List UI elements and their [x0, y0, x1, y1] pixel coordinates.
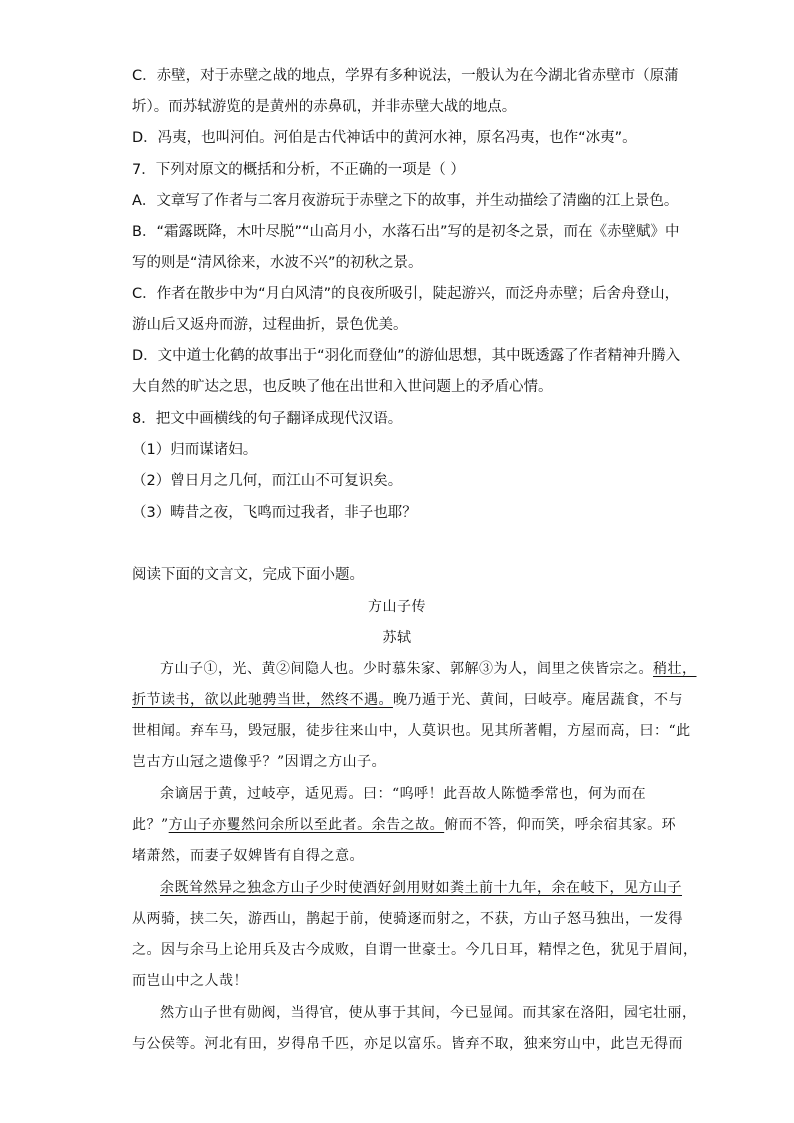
passage-p1-line4: 岂古方山冠之遗像乎？”因谓之方山子。: [132, 754, 387, 770]
passage-p1-line3: 世相闻。弃车马，毁冠服，徒步往来山中，人莫识也。见其所著帽，方屋而高，曰：“此: [132, 723, 691, 739]
underlined-sentence: 折节读书，欲以此驰骋当世，然终不遇。: [132, 692, 393, 708]
q7-option-d-line1: D．文中道士化鹤的故事出于“羽化而登仙”的游仙思想，其中既透露了作者精神升腾入: [132, 348, 681, 364]
q8-stem: 8．把文中画横线的句子翻译成现代汉语。: [132, 411, 403, 427]
q7-option-b-line2: 写的则是“清风徐来，水波不兴”的初秋之景。: [132, 255, 423, 271]
passage-author: 苏轼: [382, 630, 412, 646]
q7-option-b-line1: B．“霜露既降，木叶尽脱”“山高月小，水落石出”写的是初冬之景，而在《赤壁赋》中: [132, 224, 680, 240]
q8-sentence-1: （1）归而谋诸妇。: [132, 442, 258, 458]
underlined-sentence: 稍壮，: [653, 661, 697, 677]
text-span: 晚乃遁于光、黄间，曰岐亭。庵居蔬食，不与: [393, 692, 683, 708]
q6-option-c-line1: C．赤壁，对于赤壁之战的地点，学界有多种说法，一般认为在今湖北省赤壁市（原蒲: [132, 68, 679, 84]
passage-p4-line2: 与公侯等。河北有田，岁得帛千匹，亦足以富乐。皆弃不取，独来穷山中，此岂无得而: [132, 1036, 683, 1052]
passage-p3-line2: 从两骑，挟二矢，游西山，鹊起于前，使骑逐而射之，不获，方山子怒马独出，一发得: [132, 911, 683, 927]
q7-option-c-line1: C．作者在散步中为“月白风清”的良夜所吸引，陡起游兴，而泛舟赤壁；后舍舟登山，: [132, 286, 680, 302]
passage-p2-line1: 余谪居于黄，过岐亭，适见焉。曰：“呜呼！此吾故人陈慥季常也，何为而在: [160, 786, 647, 802]
passage-title: 方山子传: [368, 599, 426, 615]
q7-stem: 7．下列对原文的概括和分析，不正确的一项是（ ）: [132, 162, 465, 178]
text-span: 俯而不答，仰而笑，呼余宿其家。环: [444, 817, 677, 833]
text-span: 方山子①，光、黄②间隐人也。少时慕朱家、郭解③为人，闾里之侠皆宗之。: [160, 661, 653, 677]
passage-p1-line2: [132, 690, 683, 710]
text-span: 此？”: [132, 817, 169, 833]
q6-option-d-line1: D．冯夷，也叫河伯。河伯是古代神话中的黄河水神，原名冯夷，也作“冰夷”。: [132, 130, 637, 146]
underlined-sentence: 方山子亦矍然问余所以至此者。余告之故。: [168, 817, 445, 833]
passage-p3-line3: 之。因与余马上论用兵及古今成败，自谓一世豪士。今几日耳，精悍之色，犹见于眉间，: [132, 942, 698, 958]
passage-p2-line2: [132, 815, 677, 835]
passage-p3-line1: 余既耸然异之独念方山子少时使酒好剑用财如粪土前十九年，余在岐下，见方山子: [160, 880, 682, 896]
reading-instruction: 阅读下面的文言文，完成下面小题。: [132, 567, 364, 583]
passage-p3-line4: 而岂山中之人哉！: [132, 973, 248, 989]
q7-option-a: A．文章写了作者与二客月夜游玩于赤壁之下的故事，并生动描绘了清幽的江上景色。: [132, 193, 679, 209]
q8-sentence-3: （3）畴昔之夜，飞鸣而过我者，非子也耶？: [132, 505, 417, 521]
q7-option-d-line2: 大自然的旷达之思，也反映了他在出世和入世问题上的矛盾心情。: [132, 379, 553, 395]
q7-option-c-line2: 游山后又返舟而游，过程曲折，景色优美。: [132, 317, 408, 333]
q6-option-c-line2: 圻）。而苏轼游览的是黄州的赤鼻矶，并非赤壁大战的地点。: [132, 99, 517, 115]
passage-p1-line1: [160, 659, 697, 679]
q8-sentence-2: （2）曾日月之几何，而江山不可复识矣。: [132, 473, 403, 489]
passage-p2-line3: 堵萧然，而妻子奴婢皆有自得之意。: [132, 848, 364, 864]
passage-p4-line1: 然方山子世有勋阀，当得官，使从事于其间，今已显闻。而其家在洛阳，园宅壮丽，: [160, 1005, 697, 1021]
